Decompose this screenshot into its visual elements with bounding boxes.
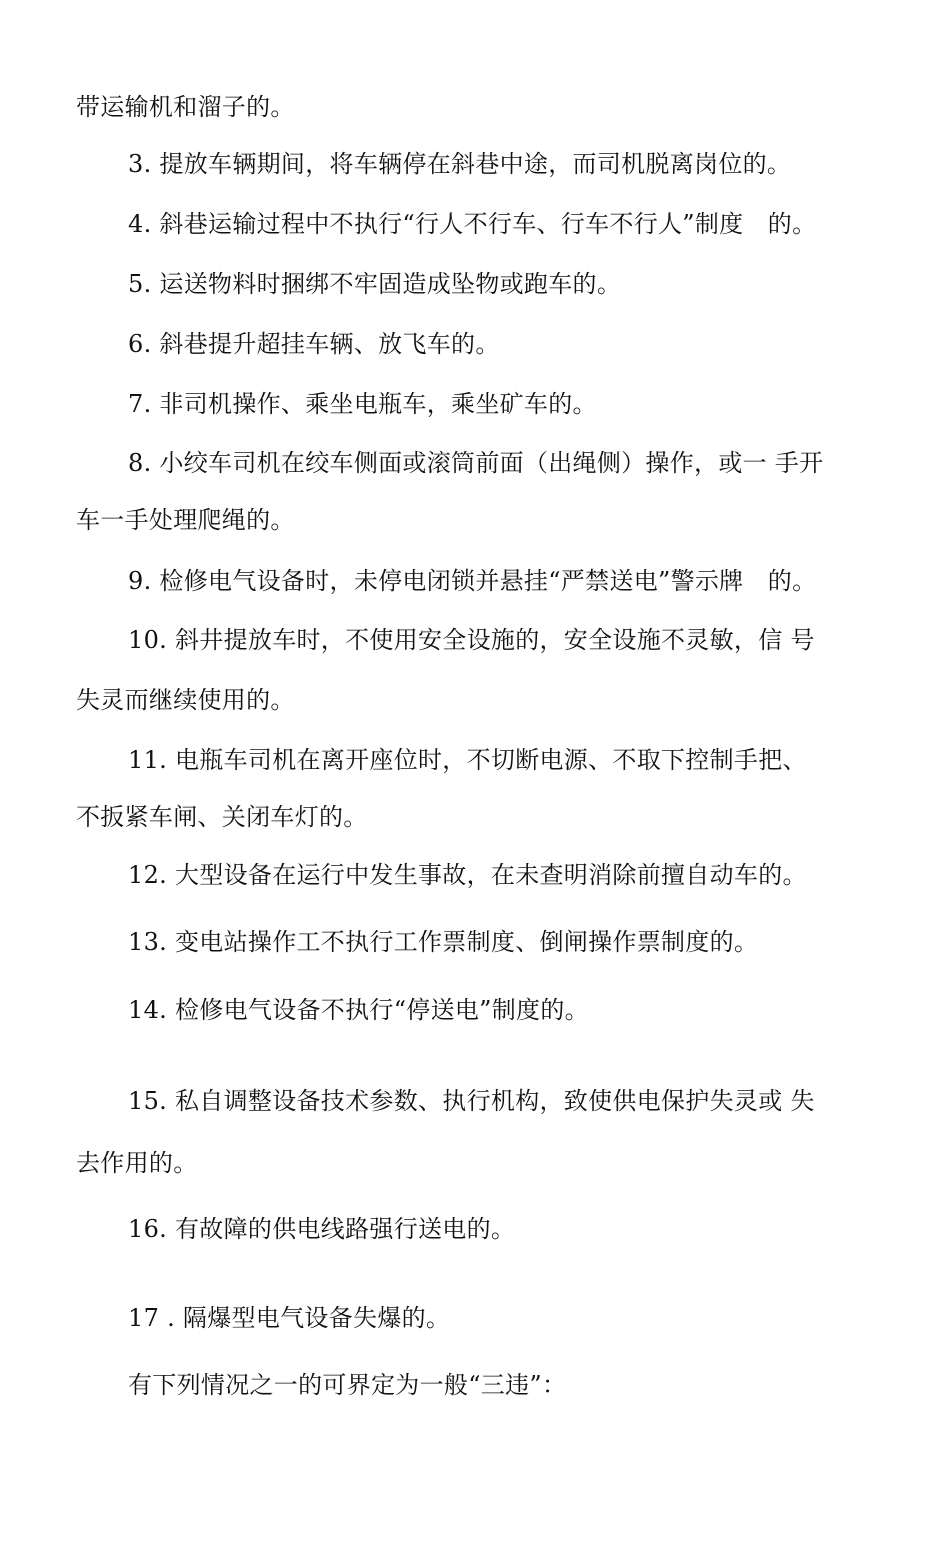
text-line: 去作用的。 bbox=[76, 1149, 198, 1177]
list-item: 7. 非司机操作、乘坐电瓶车，乘坐矿车的。 bbox=[128, 390, 597, 418]
list-item: 5. 运送物料时捆绑不牢固造成坠物或跑车的。 bbox=[128, 270, 622, 298]
list-item: 3. 提放车辆期间，将车辆停在斜巷中途，而司机脱离岗位的。 bbox=[128, 150, 792, 178]
list-item: 12. 大型设备在运行中发生事故，在未查明消除前擅自动车的。 bbox=[128, 861, 807, 889]
text-line: 有下列情况之一的可界定为一般“三违”： bbox=[128, 1371, 567, 1399]
list-item: 14. 检修电气设备不执行“停送电”制度的。 bbox=[128, 996, 589, 1024]
list-item: 15. 私自调整设备技术参数、执行机构，致使供电保护失灵或 失 bbox=[128, 1087, 815, 1115]
text-line: 不扳紧车闸、关闭车灯的。 bbox=[76, 803, 368, 831]
list-item: 4. 斜巷运输过程中不执行“行人不行车、行车不行人”制度 的。 bbox=[128, 210, 817, 238]
list-item: 8. 小绞车司机在绞车侧面或滚筒前面（出绳侧）操作，或一 手开 bbox=[128, 449, 824, 477]
text-line: 失灵而继续使用的。 bbox=[76, 686, 295, 714]
list-item: 10. 斜井提放车时，不使用安全设施的，安全设施不灵敏，信 号 bbox=[128, 626, 815, 654]
list-item: 9. 检修电气设备时，未停电闭锁并悬挂“严禁送电”警示牌 的。 bbox=[128, 567, 817, 595]
text-line: 车一手处理爬绳的。 bbox=[76, 506, 295, 534]
list-item: 13. 变电站操作工不执行工作票制度、倒闸操作票制度的。 bbox=[128, 928, 759, 956]
list-item: 6. 斜巷提升超挂车辆、放飞车的。 bbox=[128, 330, 500, 358]
list-item: 11. 电瓶车司机在离开座位时，不切断电源、不取下控制手把、 bbox=[128, 746, 807, 774]
list-item: 17 . 隔爆型电气设备失爆的。 bbox=[128, 1304, 451, 1332]
list-item: 16. 有故障的供电线路强行送电的。 bbox=[128, 1215, 516, 1243]
text-line: 带运输机和溜子的。 bbox=[76, 93, 295, 121]
